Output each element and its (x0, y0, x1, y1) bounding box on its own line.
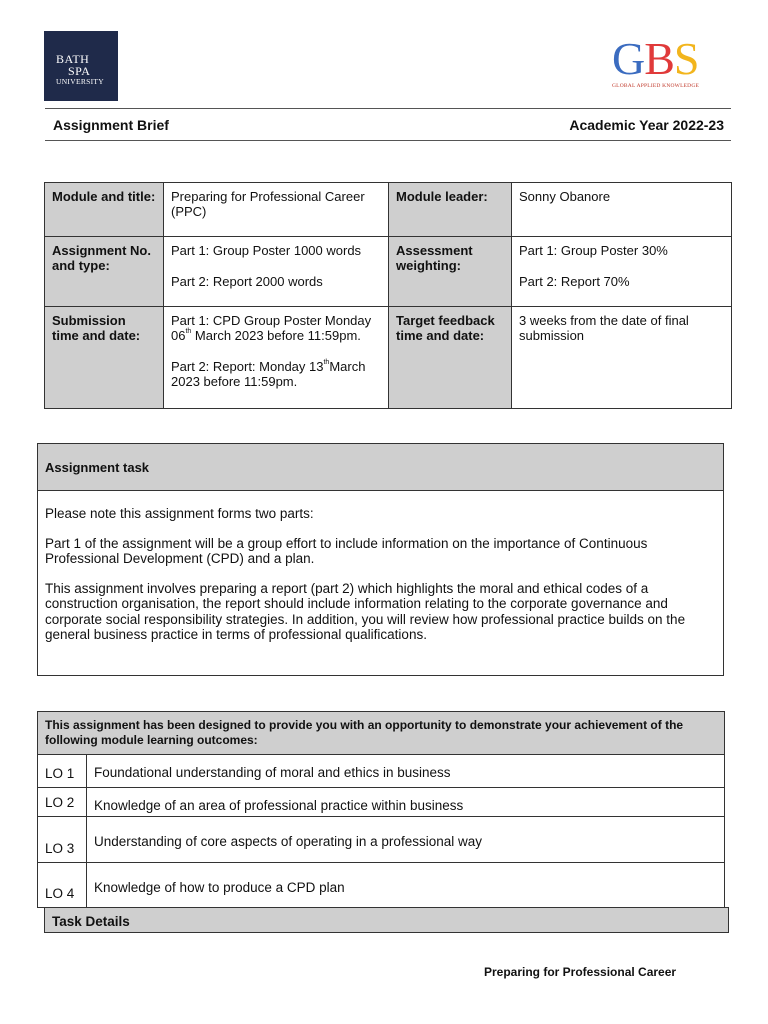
gbs-logo (612, 33, 727, 92)
weighting-part1: Part 1: Group Poster 30% (519, 243, 668, 258)
assignment-task-body (38, 491, 723, 643)
header-top-rule (45, 108, 731, 109)
feedback-value: 3 weeks from the date of final submission (512, 307, 732, 409)
bath-spa-university-logo (44, 31, 118, 101)
submission-label: Submission time and date: (45, 307, 164, 409)
assignment-task-heading: Assignment task (38, 444, 723, 491)
feedback-label: Target feedback time and date: (389, 307, 512, 409)
submission-part2-post: March 2023 before 11:59pm. (171, 359, 366, 389)
submission-part1 (171, 313, 381, 343)
submission-part1-sup: th (185, 328, 192, 335)
page-footer: Preparing for Professional Career (484, 965, 677, 979)
lo-row (38, 817, 725, 863)
learning-outcomes-table (37, 711, 725, 908)
assignment-label: Assignment No. and type: (45, 237, 164, 307)
lo-text: Knowledge of an area of professional practice within business (87, 788, 725, 817)
info-row-submission (45, 307, 732, 409)
info-row-module (45, 183, 732, 237)
submission-part2-pre: Part 2: Report: Monday 13 (171, 359, 324, 374)
learning-outcomes-heading: This assignment has been designed to provide you with an opportunity to demonstrate your achievement of the following module learning outcomes: (38, 712, 725, 755)
bath-spa-logo-line2: SPA (68, 64, 91, 78)
assignment-task-box (37, 443, 724, 676)
lo-code: LO 3 (38, 817, 87, 863)
submission-part1-post: March 2023 before 11:59pm. (191, 328, 361, 343)
leader-label: Module leader: (389, 183, 512, 237)
leader-value: Sonny Obanore (512, 183, 732, 237)
learning-outcomes-header-row (38, 712, 725, 755)
weighting-value (512, 237, 732, 307)
weighting-label: Assessment weighting: (389, 237, 512, 307)
gbs-letter-s: S (673, 33, 699, 84)
task-details-heading: Task Details (44, 907, 729, 933)
module-label: Module and title: (45, 183, 164, 237)
lo-text: Understanding of core aspects of operating in a professional way (87, 817, 725, 863)
academic-year: Academic Year 2022-23 (569, 117, 724, 133)
assignment-task-paragraph: Part 1 of the assignment will be a group effort to include information on the importance of Continuous Professional Development (CPD) and a plan. (45, 535, 648, 566)
module-value: Preparing for Professional Career (PPC) (164, 183, 389, 237)
submission-part2 (171, 359, 381, 389)
lo-code: LO 1 (38, 755, 87, 788)
lo-text: Knowledge of how to produce a CPD plan (87, 863, 725, 908)
lo-text: Foundational understanding of moral and ethics in business (87, 755, 725, 788)
gbs-letter-b: B (644, 33, 674, 84)
lo-row (38, 788, 725, 817)
assignment-part2: Part 2: Report 2000 words (171, 274, 323, 289)
submission-value (164, 307, 389, 409)
gbs-tagline: GLOBAL APPLIED KNOWLEDGE (612, 83, 700, 89)
header-bottom-rule (45, 140, 731, 141)
bath-spa-logo-line3: UNIVERSITY (56, 77, 104, 86)
assignment-part1: Part 1: Group Poster 1000 words (171, 243, 362, 258)
submission-part2-sup: th (323, 359, 330, 366)
lo-code: LO 4 (38, 863, 87, 908)
document-title: Assignment Brief (53, 117, 169, 133)
assignment-value (164, 237, 389, 307)
submission-part1-pre: Part 1: CPD Group Poster Monday 06 (171, 313, 372, 343)
bath-spa-logo-line1: BATH (56, 52, 90, 66)
weighting-part2: Part 2: Report 70% (519, 274, 630, 289)
lo-code: LO 2 (38, 788, 87, 817)
info-row-assignment (45, 237, 732, 307)
gbs-letter-g: G (612, 33, 645, 84)
assignment-task-paragraph: This assignment involves preparing a report (part 2) which highlights the moral and ethical codes of a construction organisation, the report should include information relating to the corporate governance and corporate social responsibility strategies. In addition, you will review how professional practice builds on the general business practice in terms of professional qualifications. (45, 580, 686, 642)
assignment-task-paragraph: Please note this assignment forms two parts: (45, 506, 314, 521)
lo-row (38, 863, 725, 908)
lo-row (38, 755, 725, 788)
gbs-logo-letters (612, 33, 727, 84)
module-info-table (44, 182, 732, 409)
